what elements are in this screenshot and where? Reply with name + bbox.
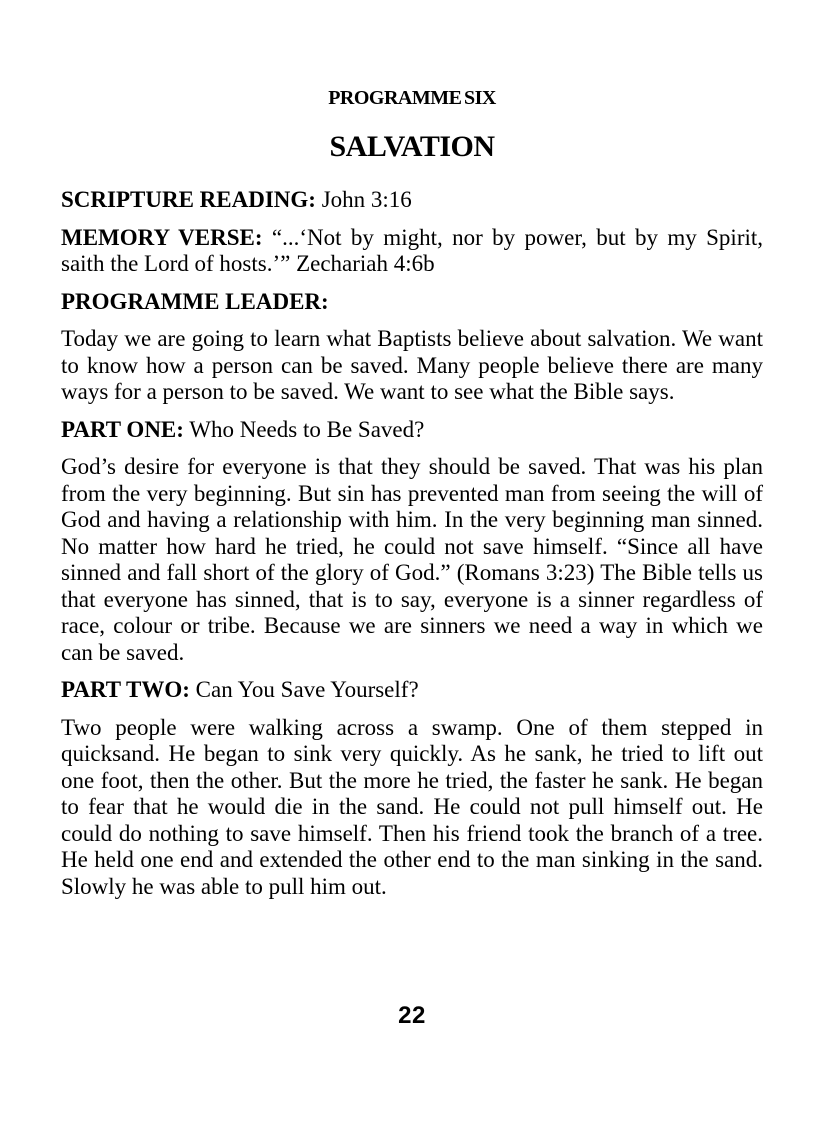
- programme-kicker: PROGRAMME SIX: [328, 87, 496, 109]
- scripture-reading-text: John 3:16: [321, 187, 412, 212]
- part-two-paragraph: Two people were walking across a swamp. One of them stepped in quicksand. He began to sink very quickly. As he sank, he tried to lift out one foot, then the other. But the more he tried, the faster he sank. He began to fear that he would die in the sand. He could not pull himself out. He could do nothing to save himself. Then his friend took the branch of a tree. He held one end and extended the other end to the man sinking in the sand. Slowly he was able to pull him out.: [61, 714, 763, 899]
- memory-verse-line: [61, 225, 763, 278]
- part-one-title: Who Needs to Be Saved?: [189, 416, 425, 442]
- part-two-heading: [61, 677, 763, 704]
- part-one-heading: [61, 417, 763, 444]
- memory-verse-label: MEMORY VERSE:: [61, 224, 263, 250]
- scripture-reading-label: SCRIPTURE READING:: [61, 187, 316, 212]
- memory-verse-text: “...‘Not by might, nor by power, but by my Spirit, saith the Lord of hosts.’” Zechariah 4:6b: [61, 224, 764, 276]
- part-two-title: Can You Save Yourself?: [195, 677, 419, 702]
- programme-leader-paragraph: Today we are going to learn what Baptists believe about salvation. We want to know how a person can be saved. Many people believe there are many ways for a person to be saved. We want to see what the Bible says.: [61, 326, 763, 404]
- page-content: [61, 187, 763, 900]
- programme-leader-label: PROGRAMME LEADER:: [61, 288, 329, 314]
- page-title: SALVATION: [329, 130, 495, 163]
- programme-leader-heading: [61, 289, 763, 316]
- part-one-paragraph: God’s desire for everyone is that they should be saved. That was his plan from the very beginning. But sin has prevented man from seeing the will of God and having a relationship with him. In the very beginning man sinned. No matter how hard he tried, he could not save himself. “Since all have sinned and fall short of the glory of God.” (Romans 3:23) The Bible tells us that everyone has sinned, that is to say, everyone is a sinner regardless of race, colour or tribe. Because we are sinners we need a way in which we can be saved.: [61, 454, 763, 665]
- part-one-label: PART ONE:: [61, 416, 184, 442]
- part-two-label: PART TWO:: [61, 677, 190, 702]
- scripture-reading-line: [61, 187, 763, 214]
- page-number: 22: [398, 1002, 426, 1029]
